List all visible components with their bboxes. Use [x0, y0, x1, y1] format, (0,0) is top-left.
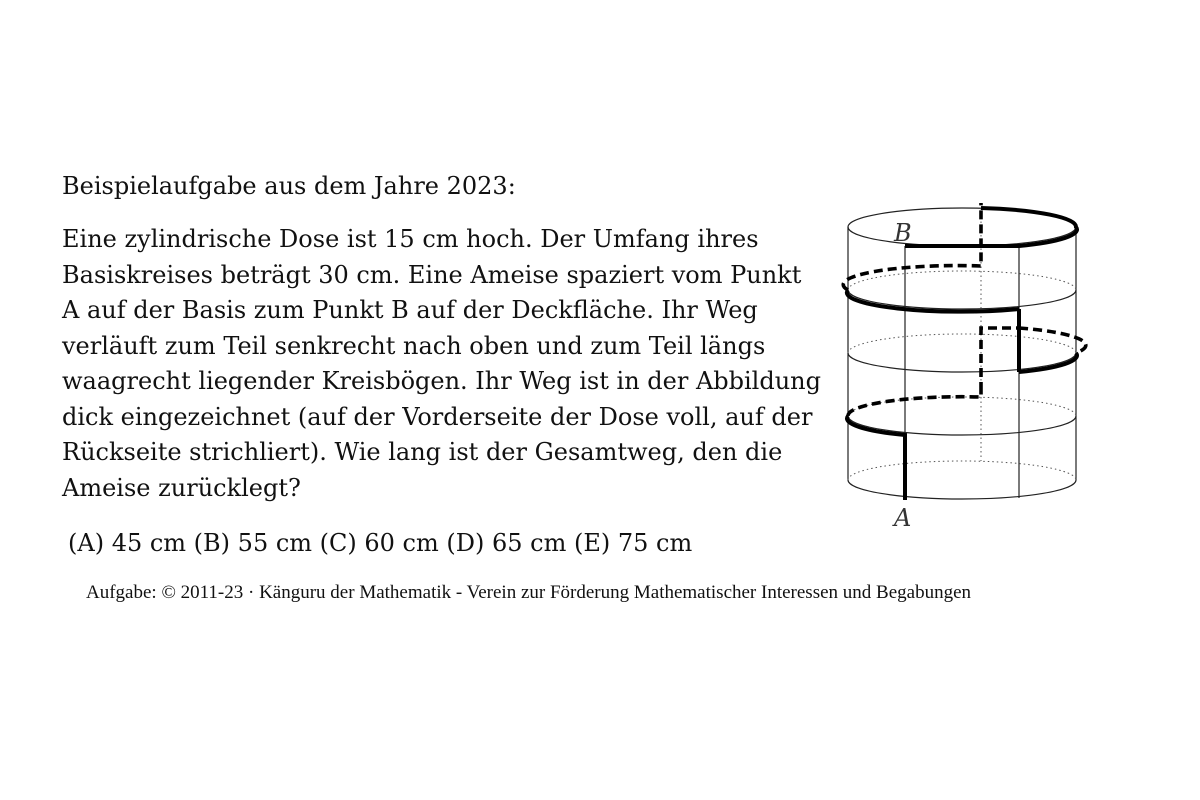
problem-line: Rückseite strichliert). Wie lang ist der Gesamtweg, den die: [62, 438, 783, 466]
ant-path-front: [1019, 353, 1077, 372]
point-b-label: B: [894, 219, 912, 247]
problem-line: verläuft zum Teil senkrecht nach oben und zum Teil längs: [62, 331, 766, 360]
cylinder-bottom-front-arc: [848, 480, 1076, 499]
problem-line: Basiskreises beträgt 30 cm. Eine Ameise spaziert vom Punkt: [62, 260, 802, 289]
ant-path-back: [981, 328, 1019, 391]
ant-path-back: [848, 391, 981, 416]
task-heading: Beispielaufgabe aus dem Jahre 2023:: [62, 172, 516, 200]
problem-line: waagrecht liegender Kreisbögen. Ihr Weg ist in der Abbildung: [62, 367, 821, 395]
problem-line: Ameise zurücklegt?: [62, 473, 301, 502]
cylinder-figure: [830, 190, 1090, 540]
ring-back-arc: [848, 397, 1076, 416]
answer-options: (A) 45 cm (B) 55 cm (C) 60 cm (D) 65 cm (E) 75 cm: [68, 529, 693, 557]
copyright-credit: Aufgabe: © 2011-23 · Känguru der Mathematik - Verein zur Förderung Mathematischer Interessen und Begabungen: [86, 582, 972, 603]
problem-text: [62, 222, 822, 506]
cylinder-bottom-back-arc: [848, 461, 1076, 480]
point-a-label: A: [894, 504, 912, 532]
problem-line: Eine zylindrische Dose ist 15 cm hoch. Der Umfang ihres: [62, 225, 759, 253]
ant-path-top-rim: [905, 208, 1077, 246]
ring-back-arc: [848, 271, 1076, 290]
problem-line: dick eingezeichnet (auf der Vorderseite der Dose voll, auf der: [62, 402, 813, 431]
problem-line: A auf der Basis zum Punkt B auf der Deckfläche. Ihr Weg: [62, 296, 758, 324]
ring-back-arc: [848, 334, 1076, 353]
